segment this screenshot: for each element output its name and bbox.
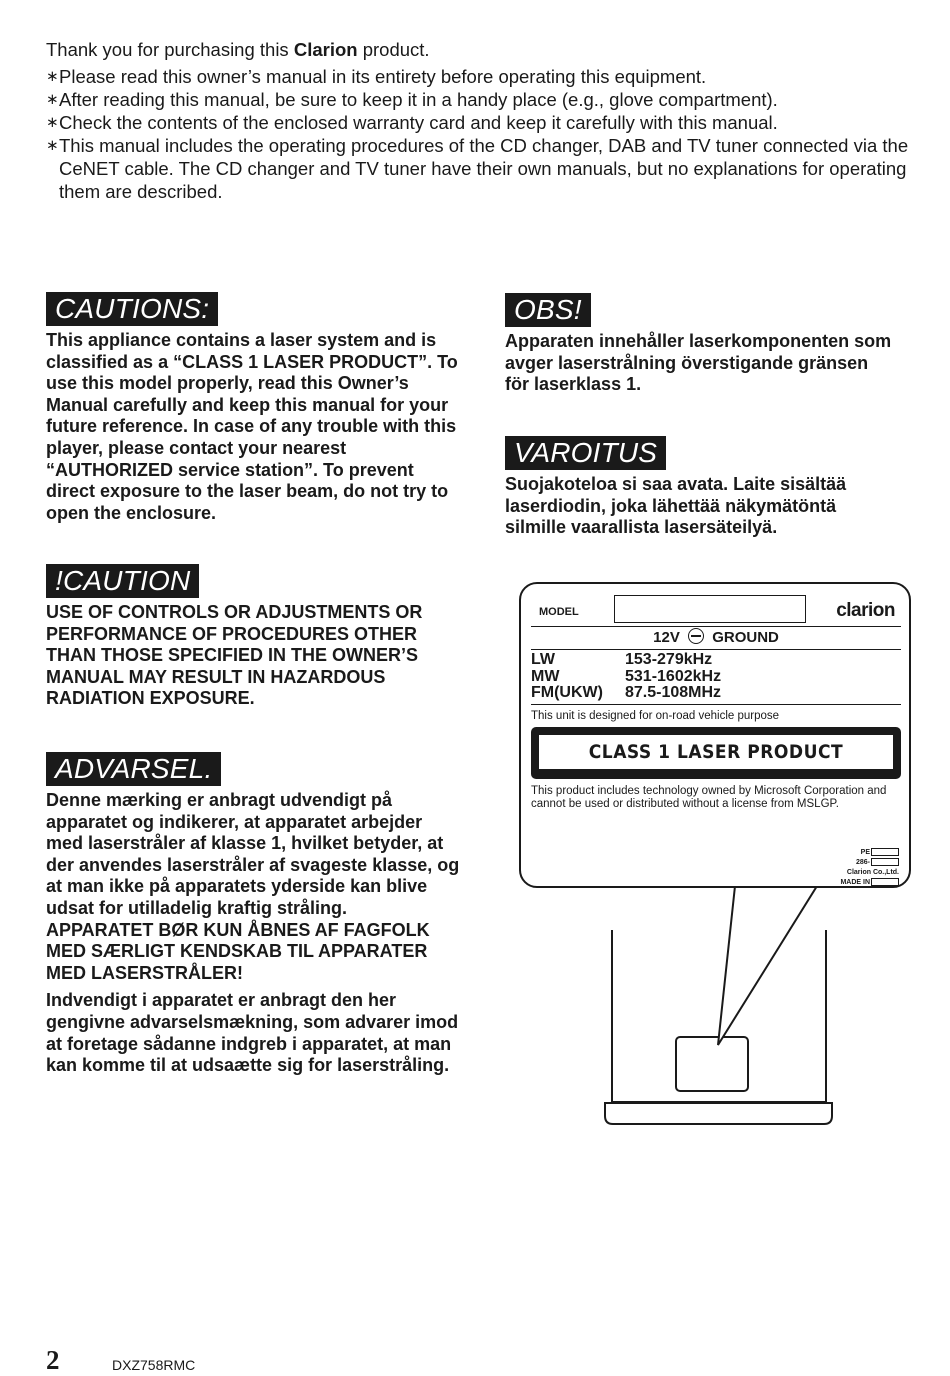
label-model-field bbox=[614, 595, 806, 623]
bullet-text: This manual includes the operating procedures of the CD changer, DAB and TV tuner connected via the CeNET cable. The CD changer and TV tuner have their own manuals, but no explanations for operating them are described. bbox=[59, 135, 909, 202]
label-model-row bbox=[531, 592, 901, 627]
mark-box bbox=[871, 848, 899, 856]
label-ground-row bbox=[531, 627, 901, 650]
band-range: 531-1602kHz bbox=[625, 667, 722, 685]
mark-text: PE bbox=[860, 849, 870, 856]
mark-box bbox=[871, 858, 899, 866]
mark-text: Clarion Co.,Ltd. bbox=[846, 869, 899, 876]
asterisk-icon: ∗ bbox=[46, 91, 59, 108]
label-band-row bbox=[531, 652, 901, 669]
product-label bbox=[519, 582, 911, 888]
mark-made-in bbox=[840, 878, 899, 888]
varoitus-text: Suojakoteloa si saa avata. Laite sisältää laserdiodin, joka lähettää näkymätöntä silmille vaarallista lasersäteilyä. bbox=[505, 474, 847, 538]
advarsel-text-3: Indvendigt i apparatet er anbragt den her gengivne advarselsmækning, som advarer imod at foretage sådanne indgreb i apparatet, at man kan komme til at udsaætte sig for laserstråling. bbox=[46, 990, 459, 1076]
model-number: DXZ758RMC bbox=[112, 1357, 196, 1373]
varoitus-heading: VAROITUS bbox=[505, 436, 666, 470]
advarsel-heading: ADVARSEL. bbox=[46, 752, 221, 786]
thanks-post: product. bbox=[357, 39, 430, 60]
mark-company bbox=[840, 868, 899, 878]
label-band-row bbox=[531, 669, 901, 686]
callout-pointer bbox=[718, 886, 817, 1045]
advarsel-text-2: APPARATET BØR KUN ÅBNES AF FAGFOLK MED SÆRLIGT KENDSKAB TIL APPARATER MED LASERSTRÅLER! bbox=[46, 919, 430, 983]
obs-text: Apparaten innehåller laserkomponenten som avger laserstrålning överstigande gränsen för laserklass 1. bbox=[505, 331, 892, 395]
label-ground: GROUND bbox=[712, 629, 779, 646]
band-name: LW bbox=[531, 651, 555, 668]
mark-pe bbox=[840, 848, 899, 858]
mark-text: 286- bbox=[855, 859, 870, 866]
label-ms-text: This product includes technology owned by Microsoft Corporation and cannot be used or distributed without a license from MSLGP. bbox=[531, 784, 887, 810]
minus-ground-icon bbox=[688, 628, 704, 644]
label-band-row bbox=[531, 685, 901, 702]
band-range: 87.5-108MHz bbox=[625, 684, 722, 701]
device-front-panel bbox=[605, 1103, 832, 1124]
brand-name: Clarion bbox=[293, 39, 358, 60]
label-model-text: MODEL bbox=[539, 606, 579, 618]
product-label-inner bbox=[531, 592, 901, 812]
label-onroad: This unit is designed for on-road vehicle purpose bbox=[531, 709, 780, 722]
caution-text: USE OF CONTROLS OR ADJUSTMENTS OR PERFORMANCE OF PROCEDURES OTHER THAN THOSE SPECIFIED IN THE OWNER’S MANUAL MAY RESULT IN HAZARDOUS RADIATION EXPOSURE. bbox=[46, 602, 423, 709]
thanks-pre: Thank you for purchasing this bbox=[46, 39, 294, 60]
band-name: FM(UKW) bbox=[531, 684, 603, 701]
label-brand-logo: clarion bbox=[836, 600, 895, 621]
laser-class-text: CLASS 1 LASER PRODUCT bbox=[539, 735, 893, 769]
bullet-text: After reading this manual, be sure to keep it in a handy place (e.g., glove compartment). bbox=[59, 89, 778, 110]
band-range: 153-279kHz bbox=[625, 651, 713, 668]
page-number: 2 bbox=[46, 1345, 60, 1375]
cautions-text: This appliance contains a laser system and is classified as a “CLASS 1 LASER PRODUCT”. To use this model properly, read this Owner’s Manual carefully and keep this manual for your future reference. In case of any trouble with this player, please contact your nearest “AUTHORIZED service station”. To prevent direct exposure to the laser beam, do not try to open the enclosure. bbox=[46, 330, 458, 523]
band-name: MW bbox=[531, 667, 560, 685]
mark-box bbox=[871, 878, 899, 886]
mark-text: MADE IN bbox=[840, 879, 870, 886]
bullet-text: Please read this owner’s manual in its entirety before operating this equipment. bbox=[59, 66, 707, 87]
asterisk-icon: ∗ bbox=[46, 114, 59, 131]
label-band-table bbox=[531, 650, 901, 705]
asterisk-icon: ∗ bbox=[46, 68, 59, 85]
laser-class-box bbox=[531, 727, 901, 779]
device-label-spot bbox=[676, 1037, 748, 1091]
cautions-heading: CAUTIONS: bbox=[46, 292, 218, 326]
mark-286 bbox=[840, 858, 899, 868]
asterisk-icon: ∗ bbox=[46, 137, 59, 154]
bullet-text: Check the contents of the enclosed warranty card and keep it carefully with this manual. bbox=[59, 112, 778, 133]
advarsel-text-1: Denne mærking er anbragt udvendigt på apparatet og indikerer, at apparatet arbejder med laserstråler af klasse 1, hvilket betyder, at der anvendes laserstråler af svageste klasse, og at man ikke på apparatets yderside kan blive udsat for utilladelig kraftig stråling. bbox=[46, 790, 460, 918]
caution-heading: !CAUTION bbox=[46, 564, 199, 598]
device-body bbox=[612, 930, 826, 1102]
obs-heading: OBS! bbox=[505, 293, 591, 327]
label-small-marks bbox=[840, 848, 899, 888]
label-voltage: 12V bbox=[653, 629, 680, 646]
